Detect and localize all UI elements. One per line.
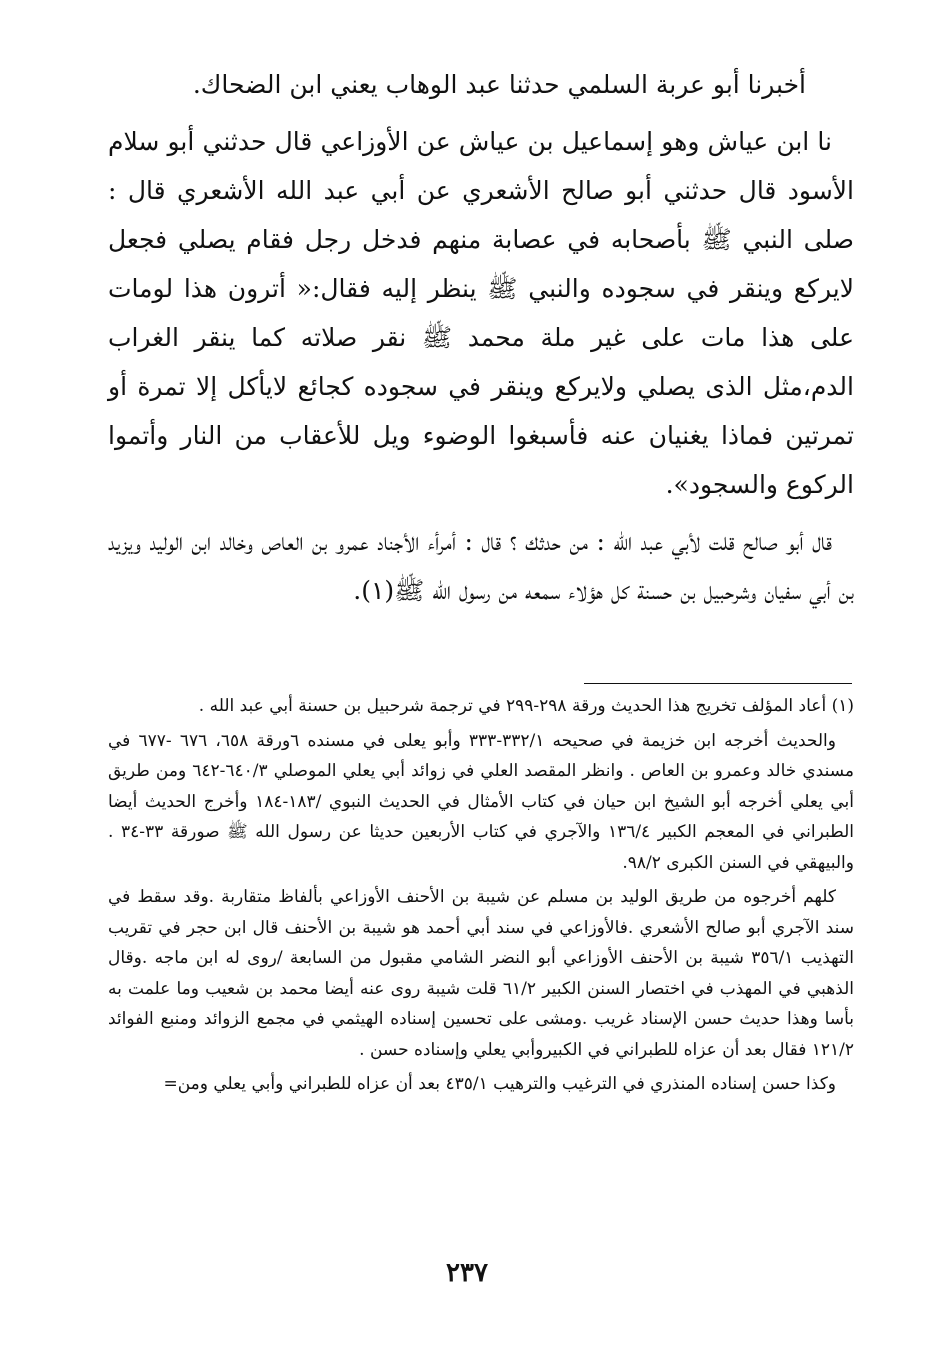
footnote-isnad-analysis: كلهم أخرجوه من طريق الوليد بن مسلم عن شيبة بن الأحنف الأوزاعي بألفاظ متقاربة .وقد سقط في سند الآجري أبو صالح الأشعري .فالأوزاعي في سند أبي أحمد هو شيبة بن الأحنف قال ابن حجر في تقريب التهذيب ٣٥٦/١ شيبة بن الأحنف الأوزاعي أبو النضر الشامي مقبول من السابعة /روى له ابن ماجه .وقال الذهبي في المهذب في اختصار السنن الكبير ٦١/٢ قلت شيبة روى عنه أيضا محمد بن شعيب وما علمت به بأسا وهذا حديث حسن الإسناد غريب .ومشى على تحسين إسناده الهيثمي في مجمع الزوائد ومنبع الفوائد ١٢١/٢ فقال بعد أن عزاه للطبراني في الكبيروأبي يعلي وإسناده حسن . <box>108 887 854 1060</box>
footnote-continuation: وكذا حسن إسناده المنذري في الترغيب والترهيب ٤٣٥/١ بعد أن عزاه للطبراني وأبي يعلي ومن= <box>163 1074 836 1094</box>
footnotes <box>108 691 854 1104</box>
paragraph-narrator-question: قال أبو صالح قلت لأبي عبد الله : من حدثك ؟ قال : أمرأء الأجناد عمرو بن العاص وخالد ابن الوليد ويزيد بن أبي سفيان وشرحبيل بن حسنة كل هؤلاء سمعه من رسول الله ﷺ(١). <box>108 527 854 605</box>
paragraph-isnad-intro: أخبرنا أبو عربة السلمي حدثنا عبد الوهاب يعني ابن الضحاك. <box>192 70 806 99</box>
paragraph-hadith: نا ابن عياش وهو إسماعيل بن عياش عن الأوزاعي قال حدثني أبو سلام الأسود قال حدثني أبو صالح الأشعري عن أبي عبد الله الأشعري قال : صلى النبي ﷺ بأصحابه في عصابة منهم فدخل رجل فقام يصلي فجعل لايركع وينقر في سجوده والنبي ﷺ ينظر إليه فقال:« أترون هذا لومات على هذا مات على غير ملة محمد ﷺ نقر صلاته كما ينقر الغراب الدم،مثل الذى يصلي ولايركع وينقر في سجوده كجائع لايأكل إلا تمرة أو تمرتين فماذا يغنيان عنه فأسبغوا الوضوء ويل للأعقاب من النار وأتموا الركوع والسجود». <box>108 127 854 499</box>
footnote-separator <box>584 683 852 684</box>
page-number: ٢٣٧ <box>446 1258 488 1288</box>
main-text <box>108 60 854 623</box>
footnote-1: (١) أعاد المؤلف تخريج هذا الحديث ورقة ٢٩٨-٢٩٩ في ترجمة شرحبيل بن حسنة أبي عبد الله . <box>198 696 854 716</box>
footnote-takhrij: والحديث أخرجه ابن خزيمة في صحيحه ٣٣٢/١-٣٣٣ وأبو يعلى في مسنده ٦ورقة ٦٥٨، ٦٧٦ -٦٧٧ في مسندي خالد وعمرو بن العاص . وانظر المقصد العلي في زوائد أبي يعلي الموصلي ٦٤٠/٣-٦٤٢ ومن طريق أبي يعلي أخرجه أبو الشيخ ابن حيان في كتاب الأمثال في الحديث النبوي /١٨٣-١٨٤ وأخرج الحديث أيضا الطبراني في المعجم الكبير ١٣٦/٤ والآجري في كتاب الأربعين حديثا عن رسول الله ﷺ صورقة ٣٣-٣٤ . والبيهقي في السنن الكبرى ٩٨/٢. <box>108 730 854 873</box>
